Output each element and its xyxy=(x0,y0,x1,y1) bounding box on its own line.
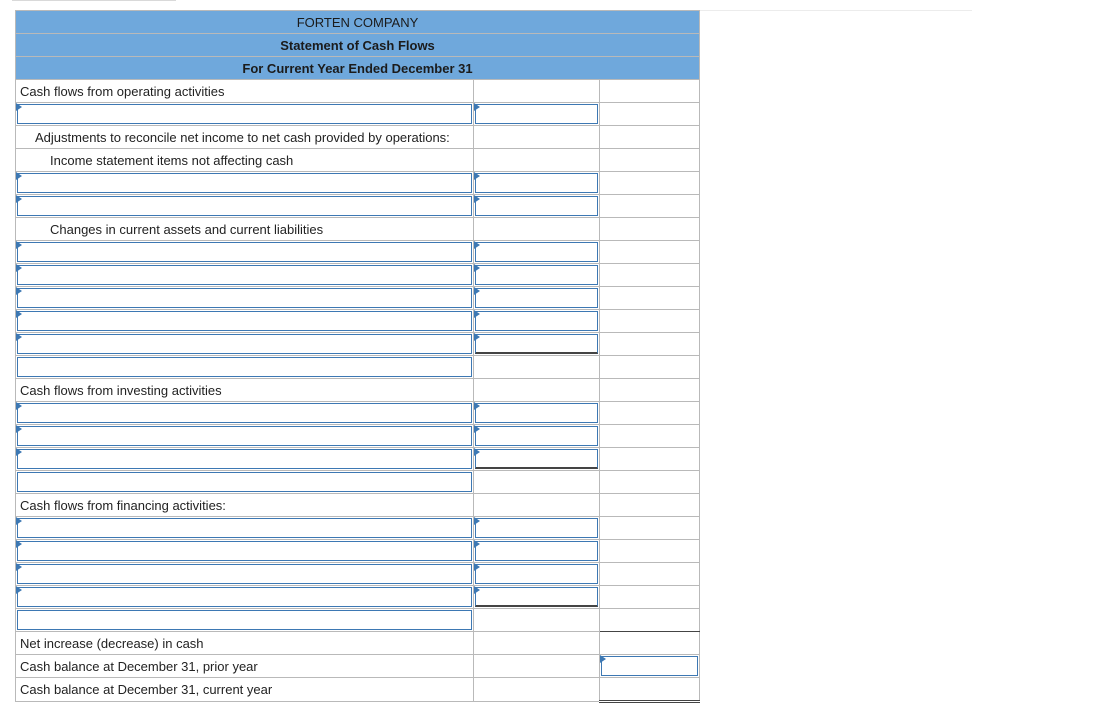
header-row-company xyxy=(16,11,700,34)
dropdown-marker-icon xyxy=(16,402,22,410)
row-investing-1 xyxy=(16,402,700,425)
label-input-cell[interactable] xyxy=(16,333,474,356)
label-input[interactable] xyxy=(17,242,472,262)
row-financing-total xyxy=(16,609,700,632)
label-input-cell[interactable] xyxy=(16,241,474,264)
row-financing-1 xyxy=(16,517,700,540)
label-input-cell[interactable] xyxy=(16,195,474,218)
amount-input[interactable] xyxy=(475,242,598,262)
label-input[interactable] xyxy=(17,610,472,630)
label-input-cell[interactable] xyxy=(16,586,474,609)
dropdown-marker-icon xyxy=(16,586,22,594)
statement-title: Statement of Cash Flows xyxy=(16,34,700,57)
company-name: FORTEN COMPANY xyxy=(16,11,700,34)
row-change-1 xyxy=(16,241,700,264)
amount-input[interactable] xyxy=(475,104,598,124)
row-change-3 xyxy=(16,287,700,310)
row-operating-heading xyxy=(16,80,700,103)
dropdown-marker-icon xyxy=(16,540,22,548)
label-input[interactable] xyxy=(17,472,472,492)
dropdown-marker-icon xyxy=(474,563,480,571)
label-input[interactable] xyxy=(17,334,472,354)
row-prior-balance xyxy=(16,655,700,678)
label-input-cell[interactable] xyxy=(16,471,474,494)
row-noncash-1 xyxy=(16,172,700,195)
noncash-heading: Income statement items not affecting cash xyxy=(16,149,474,172)
dropdown-marker-icon xyxy=(16,333,22,341)
prior-balance-input[interactable] xyxy=(601,656,698,676)
amount-input[interactable] xyxy=(475,518,598,538)
label-input[interactable] xyxy=(17,288,472,308)
label-input[interactable] xyxy=(17,541,472,561)
dropdown-marker-icon xyxy=(600,655,606,663)
amount-input[interactable] xyxy=(475,541,598,561)
amount-input[interactable] xyxy=(475,311,598,331)
row-investing-3 xyxy=(16,448,700,471)
financing-heading: Cash flows from financing activities: xyxy=(16,494,474,517)
investing-heading: Cash flows from investing activities xyxy=(16,379,474,402)
statement-period: For Current Year Ended December 31 xyxy=(16,57,700,80)
dropdown-marker-icon xyxy=(16,103,22,111)
amount-input-cell[interactable] xyxy=(474,425,600,448)
row-noncash-2 xyxy=(16,195,700,218)
net-change-label: Net increase (decrease) in cash xyxy=(16,632,474,655)
dropdown-marker-icon xyxy=(474,586,480,594)
amount-input-cell[interactable] xyxy=(474,333,600,356)
header-row-period xyxy=(16,57,700,80)
amount-input[interactable] xyxy=(475,288,598,308)
amount-input[interactable] xyxy=(475,403,598,423)
label-input[interactable] xyxy=(17,449,472,469)
dropdown-marker-icon xyxy=(16,264,22,272)
amount-input-cell[interactable] xyxy=(474,517,600,540)
dropdown-marker-icon xyxy=(16,425,22,433)
row-financing-4 xyxy=(16,586,700,609)
dropdown-marker-icon xyxy=(16,310,22,318)
amount-input-cell[interactable] xyxy=(474,310,600,333)
dropdown-marker-icon xyxy=(16,195,22,203)
row-changes-heading xyxy=(16,218,700,241)
label-input-cell[interactable] xyxy=(16,517,474,540)
row-net-change xyxy=(16,632,700,655)
row-change-4 xyxy=(16,310,700,333)
row-change-2 xyxy=(16,264,700,287)
label-input-cell[interactable] xyxy=(16,103,474,126)
label-input-cell[interactable] xyxy=(16,287,474,310)
row-adjustments-heading xyxy=(16,126,700,149)
dropdown-marker-icon xyxy=(474,425,480,433)
dropdown-marker-icon xyxy=(16,172,22,180)
cash-flow-statement-table xyxy=(15,10,700,703)
top-rule xyxy=(12,0,176,1)
amount-input[interactable] xyxy=(475,426,598,446)
amount-input-cell[interactable] xyxy=(474,264,600,287)
label-input[interactable] xyxy=(17,311,472,331)
row-financing-2 xyxy=(16,540,700,563)
amount-input[interactable] xyxy=(475,265,598,285)
dropdown-marker-icon xyxy=(16,287,22,295)
amount-input[interactable] xyxy=(475,449,598,469)
adjustments-heading: Adjustments to reconcile net income to net cash provided by operations: xyxy=(16,126,474,149)
dropdown-marker-icon xyxy=(474,517,480,525)
prior-balance-input-cell[interactable] xyxy=(600,655,700,678)
prior-balance-label: Cash balance at December 31, prior year xyxy=(16,655,474,678)
amount-input-cell[interactable] xyxy=(474,195,600,218)
label-input[interactable] xyxy=(17,357,472,377)
operating-heading: Cash flows from operating activities xyxy=(16,80,474,103)
label-input-cell[interactable] xyxy=(16,356,474,379)
amount-input[interactable] xyxy=(475,334,598,354)
row-noncash-heading xyxy=(16,149,700,172)
dropdown-marker-icon xyxy=(16,241,22,249)
row-operating-total xyxy=(16,356,700,379)
dropdown-marker-icon xyxy=(474,310,480,318)
dropdown-marker-icon xyxy=(16,563,22,571)
amount-input-cell[interactable] xyxy=(474,241,600,264)
amount-input-cell[interactable] xyxy=(474,103,600,126)
label-input[interactable] xyxy=(17,564,472,584)
row-current-balance xyxy=(16,678,700,702)
label-input-cell[interactable] xyxy=(16,540,474,563)
label-input-cell[interactable] xyxy=(16,310,474,333)
row-change-5 xyxy=(16,333,700,356)
amount-input[interactable] xyxy=(475,587,598,607)
amount-input-cell[interactable] xyxy=(474,540,600,563)
dropdown-marker-icon xyxy=(474,333,480,341)
label-input-cell[interactable] xyxy=(16,264,474,287)
amount-input-cell[interactable] xyxy=(474,586,600,609)
amount-input-cell[interactable] xyxy=(474,172,600,195)
dropdown-marker-icon xyxy=(474,241,480,249)
dropdown-marker-icon xyxy=(474,402,480,410)
label-input-cell[interactable] xyxy=(16,425,474,448)
current-balance-cell xyxy=(600,678,700,702)
dropdown-marker-icon xyxy=(474,264,480,272)
label-input[interactable] xyxy=(17,587,472,607)
amount-input-cell[interactable] xyxy=(474,448,600,471)
header-row-statement xyxy=(16,34,700,57)
amount-input[interactable] xyxy=(475,564,598,584)
dropdown-marker-icon xyxy=(474,103,480,111)
changes-heading: Changes in current assets and current liabilities xyxy=(16,218,474,241)
label-input-cell[interactable] xyxy=(16,172,474,195)
label-input[interactable] xyxy=(17,403,472,423)
right-rule xyxy=(700,10,972,11)
amount-input-cell[interactable] xyxy=(474,287,600,310)
current-balance-label: Cash balance at December 31, current year xyxy=(16,678,474,702)
amount-input-cell[interactable] xyxy=(474,563,600,586)
label-input[interactable] xyxy=(17,518,472,538)
label-input-cell[interactable] xyxy=(16,563,474,586)
row-financing-heading xyxy=(16,494,700,517)
dropdown-marker-icon xyxy=(474,172,480,180)
label-input[interactable] xyxy=(17,173,472,193)
dropdown-marker-icon xyxy=(16,448,22,456)
amount-input[interactable] xyxy=(475,173,598,193)
row-investing-2 xyxy=(16,425,700,448)
label-input[interactable] xyxy=(17,426,472,446)
label-input-cell[interactable] xyxy=(16,609,474,632)
dropdown-marker-icon xyxy=(474,287,480,295)
dropdown-marker-icon xyxy=(474,540,480,548)
row-investing-total xyxy=(16,471,700,494)
row-net-income xyxy=(16,103,700,126)
label-input-cell[interactable] xyxy=(16,402,474,425)
label-input[interactable] xyxy=(17,196,472,216)
dropdown-marker-icon xyxy=(16,517,22,525)
row-investing-heading xyxy=(16,379,700,402)
label-input[interactable] xyxy=(17,104,472,124)
dropdown-marker-icon xyxy=(474,448,480,456)
amount-input[interactable] xyxy=(475,196,598,216)
label-input-cell[interactable] xyxy=(16,448,474,471)
label-input[interactable] xyxy=(17,265,472,285)
amount-input-cell[interactable] xyxy=(474,402,600,425)
dropdown-marker-icon xyxy=(474,195,480,203)
row-financing-3 xyxy=(16,563,700,586)
